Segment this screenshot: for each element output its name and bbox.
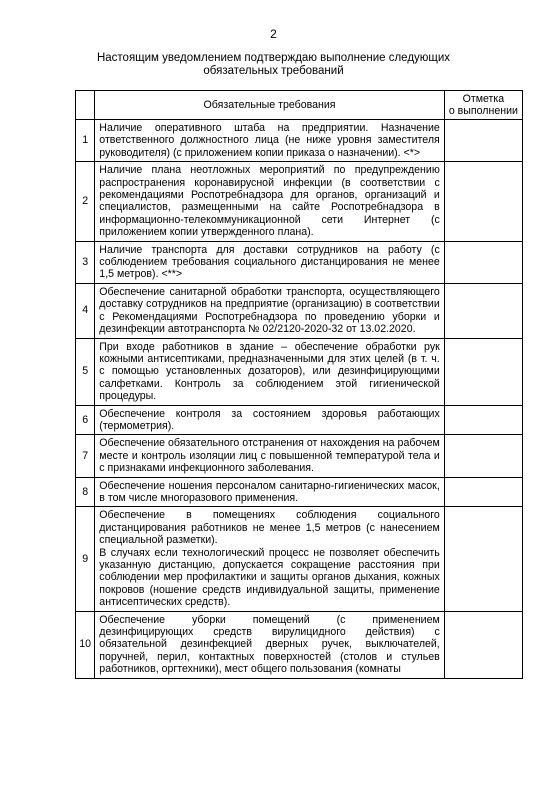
row-number: 2 — [76, 162, 95, 241]
header-mark-line-1: Отметка — [462, 93, 505, 105]
row-number: 6 — [76, 405, 95, 435]
requirement-text: Наличие оперативного штаба на предприятии. Назначение ответственного должностного лица (не ниже уровня заместителя руководителя) (с приложением копии приказа о назначении). <*> — [95, 120, 444, 162]
row-number: 7 — [76, 435, 95, 477]
completion-mark-cell[interactable] — [444, 241, 522, 283]
requirement-text: Обеспечение санитарной обработки транспорта, осуществляющего доставку сотрудников на предприятие (организацию) в соответствии с Рекомендациями Роспотребнадзора по проведению уборки и дезинфекции автотранспорта № 02/2120-2020-32 от 13.02.2020. — [95, 283, 444, 338]
table-row — [76, 477, 523, 507]
completion-mark-cell[interactable] — [444, 477, 522, 507]
row-number: 9 — [76, 507, 95, 611]
table-row — [76, 405, 523, 435]
table-row — [76, 241, 523, 283]
completion-mark-cell[interactable] — [444, 283, 522, 338]
row-number: 8 — [76, 477, 95, 507]
requirement-paragraph-1: Обеспечение в помещениях соблюдения социального дистанцирования работников не менее 1,5 метров (с нанесением специальной разметки). — [99, 509, 440, 547]
requirement-text: Обеспечение контроля за состоянием здоровья работающих (термометрия). — [95, 405, 444, 435]
header-requirements: Обязательные требования — [95, 91, 444, 120]
table-header-row — [76, 91, 523, 120]
requirements-table — [75, 90, 523, 679]
requirement-paragraph-2: В случаях если технологический процесс не позволяет обеспечить указанную дистанцию, допускается сокращение расстояния при соблюдении мер профилактики и защиты органов дыхания, кожных покровов (ношение средств индивидуальной защиты, применение антисептических средств). — [99, 546, 440, 609]
row-number: 10 — [76, 611, 95, 678]
table-row — [76, 435, 523, 477]
requirement-text: При входе работников в здание – обеспечение обработки рук кожными антисептиками, предназначенными для этих целей (в т. ч. с помощью установленных дозаторов), или дезинфицирующими салфетками. Контроль за соблюдением этой гигиенической процедуры. — [95, 338, 444, 405]
document-heading — [60, 52, 487, 78]
table-row — [76, 120, 523, 162]
completion-mark-cell[interactable] — [444, 338, 522, 405]
table-row — [76, 611, 523, 678]
completion-mark-cell[interactable] — [444, 162, 522, 241]
requirement-text — [95, 507, 444, 611]
heading-line-2: обязательных требований — [203, 65, 344, 77]
row-number: 1 — [76, 120, 95, 162]
table-row — [76, 507, 523, 611]
table-row — [76, 283, 523, 338]
requirement-text: Обеспечение уборки помещений (с применением дезинфицирующих средств вирулицидного действия) с обязательной дезинфекцией дверных ручек, выключателей, поручней, перил, контактных поверхностей (столов и стульев работников, оргтехники), мест общего пользования (комнаты — [95, 611, 444, 678]
header-mark — [444, 91, 522, 120]
requirement-text: Обеспечение ношения персоналом санитарно-гигиенических масок, в том числе многоразового применения. — [95, 477, 444, 507]
table-row — [76, 162, 523, 241]
completion-mark-cell[interactable] — [444, 507, 522, 611]
requirement-text: Наличие транспорта для доставки сотрудников на работу (с соблюдением требования социального дистанцирования не менее 1,5 метров). <**> — [95, 241, 444, 283]
row-number: 4 — [76, 283, 95, 338]
header-mark-line-2: о выполнении — [448, 105, 518, 117]
completion-mark-cell[interactable] — [444, 611, 522, 678]
requirement-text: Обеспечение обязательного отстранения от нахождения на рабочем месте и контроль изоляции лиц с повышенной температурой тела и с признаками инфекционного заболевания. — [95, 435, 444, 477]
row-number: 3 — [76, 241, 95, 283]
heading-line-1: Настоящим уведомлением подтверждаю выполнение следующих — [96, 52, 451, 64]
page-number: 2 — [270, 27, 277, 41]
completion-mark-cell[interactable] — [444, 435, 522, 477]
requirement-text: Наличие плана неотложных мероприятий по предупреждению распространения коронавирусной инфекции (в соответствии с рекомендациями Роспотребнадзора для органов, организаций и специалистов, размещенными на сайте Роспотребнадзора в информационно-телекоммуникационной сети Интернет (с приложением копии утвержденного плана). — [95, 162, 444, 241]
completion-mark-cell[interactable] — [444, 405, 522, 435]
row-number: 5 — [76, 338, 95, 405]
header-num-cell — [76, 91, 95, 120]
completion-mark-cell[interactable] — [444, 120, 522, 162]
table-row — [76, 338, 523, 405]
